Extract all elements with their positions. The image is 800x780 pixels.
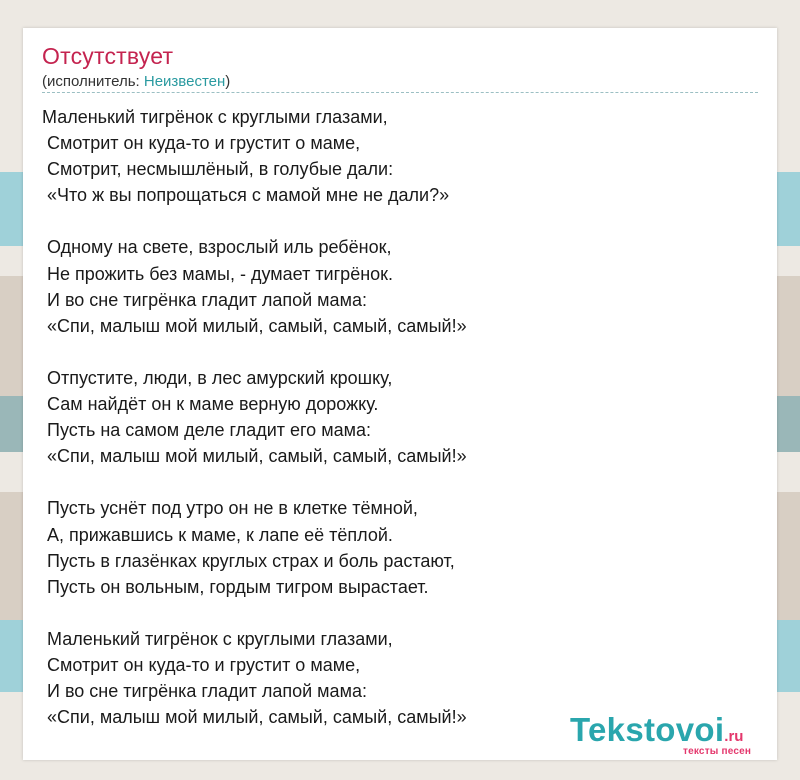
dashed-divider: [42, 92, 758, 93]
lyrics-line: Смотрит он куда-то и грустит о маме,: [42, 654, 361, 675]
brand-name: Tekstovoi: [570, 711, 725, 748]
lyrics-line: Пусть уснёт под утро он не в клетке тёмной,: [42, 498, 418, 519]
lyrics-line: Сам найдёт он к маме верную дорожку.: [42, 394, 379, 415]
artist-link[interactable]: Неизвестен: [143, 73, 226, 90]
lyrics-line: Пусть в глазёнках круглых страх и боль растают,: [42, 550, 455, 571]
lyrics-text: [42, 104, 762, 730]
lyrics-line: Не прожить без мамы, - думает тигрёнок.: [42, 263, 394, 284]
lyrics-line: «Что ж вы попрощаться с мамой мне не дали?»: [42, 185, 450, 206]
lyrics-line: «Спи, малыш мой милый, самый, самый, самый!»: [42, 315, 467, 336]
song-title: Отсутствует: [42, 43, 174, 69]
lyrics-line: Маленький тигрёнок с круглыми глазами,: [42, 107, 388, 127]
lyrics-blank-line: [42, 208, 762, 234]
lyrics-line: Смотрит он куда-то и грустит о маме,: [42, 133, 361, 154]
artist-suffix: ): [225, 73, 231, 90]
lyrics-line: Отпустите, люди, в лес амурский крошку,: [42, 367, 393, 388]
lyrics-card: [23, 28, 777, 760]
lyrics-line: Смотрит, несмышлёный, в голубые дали:: [42, 159, 394, 180]
lyrics-line: Пусть он вольным, гордым тигром вырастает.: [42, 576, 429, 597]
lyrics-line: Одному на свете, взрослый иль ребёнок,: [42, 237, 392, 258]
lyrics-line: А, прижавшись к маме, к лапе её тёплой.: [42, 524, 393, 545]
artist-prefix: (исполнитель:: [42, 73, 144, 90]
lyrics-line: И во сне тигрёнка гладит лапой мама:: [42, 681, 367, 702]
lyrics-line: И во сне тигрёнка гладит лапой мама:: [42, 289, 367, 310]
lyrics-line: Пусть на самом деле гладит его мама:: [42, 420, 371, 441]
brand-tld: .ru: [724, 728, 744, 745]
lyrics-blank-line: [42, 339, 762, 365]
lyrics-line: Маленький тигрёнок с круглыми глазами,: [42, 628, 393, 649]
brand-tagline: тексты песен: [683, 746, 752, 757]
lyrics-line: «Спи, малыш мой милый, самый, самый, самый!»: [42, 707, 467, 728]
lyrics-blank-line: [42, 469, 762, 495]
lyrics-blank-line: [42, 600, 762, 626]
lyrics-line: «Спи, малыш мой милый, самый, самый, самый!»: [42, 446, 467, 467]
artist-line: [42, 73, 230, 90]
